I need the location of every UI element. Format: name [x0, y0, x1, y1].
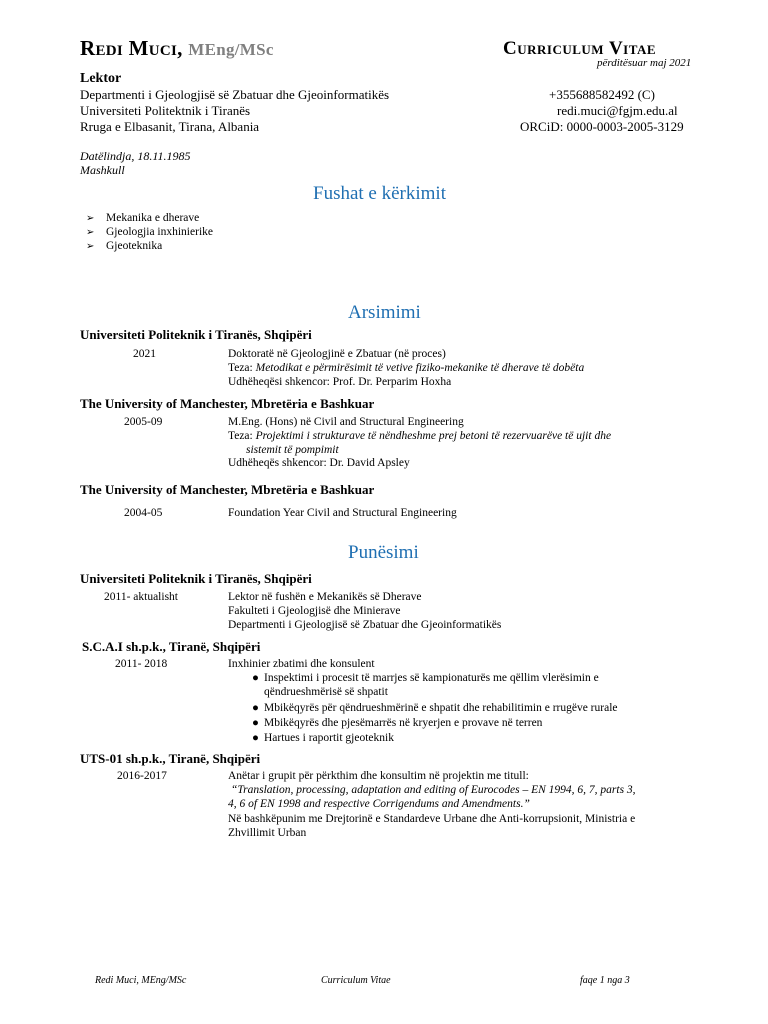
research-item: ➢ Gjeologjia inxhinierike [86, 226, 213, 238]
education-section-title: Arsimimi [348, 302, 421, 323]
employment-section-title: Punësimi [348, 542, 419, 563]
task-bullet: ● Hartues i raportit gjeoteknik [252, 732, 394, 744]
education-institution: The University of Manchester, Mbretëria e Bashkuar [80, 482, 375, 497]
bullet-dot-icon: ● [252, 672, 259, 684]
bullet-dot-icon: ● [252, 732, 259, 744]
owner-name-text: Redi Muci, [80, 36, 183, 60]
employment-years: 2011- 2018 [115, 658, 168, 670]
employment-role: Inxhinier zbatimi dhe konsulent [228, 658, 375, 670]
task-bullet: ● Mbikëqyrës për qëndrueshmërinë e shpatit dhe rehabilitimin e rrugëve rurale [252, 702, 618, 714]
cv-title: Curriculum Vitae [503, 38, 657, 59]
arrow-bullet-icon: ➢ [86, 241, 95, 252]
address-line-1: Departmenti i Gjeologjisë së Zbatuar dhe Gjeoinformatikës [80, 87, 390, 102]
bullet-dot-icon: ● [252, 717, 259, 729]
education-degree: M.Eng. (Hons) në Civil and Structural Engineering [228, 416, 464, 428]
research-section-title: Fushat e kërkimit [313, 183, 446, 204]
footer-author: Redi Muci, MEng/MSc [95, 975, 187, 986]
task-bullet: ● Inspektimi i procesit të marrjes së kampionaturës me qëllim vlerësimin e [252, 672, 599, 684]
employment-years: 2016-2017 [117, 770, 167, 782]
project-title-line-2: 4, 6 of EN 1998 and respective Corrigendums and Amendments.” [228, 798, 530, 810]
employer-name: UTS-01 sh.p.k., Tiranë, Shqipëri [80, 751, 261, 766]
address-line-2: Universiteti Politektnik i Tiranës [80, 103, 251, 118]
employer-name: Universiteti Politeknik i Tiranës, Shqipëri [80, 571, 312, 586]
orcid: ORCiD: 0000-0003-2005-3129 [520, 119, 684, 134]
education-degree: Doktoratë në Gjeologjinë e Zbatuar (në proces) [228, 348, 446, 360]
task-bullet-continued: qëndrueshmërisë së shpatit [264, 686, 388, 698]
employment-line: Fakulteti i Gjeologjisë dhe Minierave [228, 605, 401, 617]
employment-line: Lektor në fushën e Mekanikës së Dherave [228, 591, 422, 603]
collaboration-line-1: Në bashkëpunim me Drejtorinë e Standardeve Urbane dhe Anti-korrupsionit, Ministria e [228, 813, 636, 825]
education-degree: Foundation Year Civil and Structural Engineering [228, 507, 457, 519]
cv-owner-name [80, 36, 274, 61]
gender: Mashkull [80, 163, 125, 177]
research-item: ➢ Mekanika e dherave [86, 212, 200, 224]
education-thesis: Teza: Projektimi i strukturave të nëndheshme prej betoni të rezervuarëve të ujit dhe [228, 430, 612, 442]
task-bullet: ● Mbikëqyrës dhe pjesëmarrës në kryerjen e provave në terren [252, 717, 543, 729]
employment-line: Departmenti i Gjeologjisë së Zbatuar dhe Gjeoinformatikës [228, 619, 502, 631]
email-link[interactable]: redi.muci@fgjm.edu.al [557, 103, 678, 118]
address-line-3: Rruga e Elbasanit, Tirana, Albania [80, 119, 260, 134]
employment-years: 2011- aktualisht [104, 591, 178, 603]
owner-degree: MEng/MSc [188, 40, 274, 59]
arrow-bullet-icon: ➢ [86, 213, 95, 224]
education-supervisor: Udhëheqës shkencor: Dr. David Apsley [228, 457, 410, 469]
arrow-bullet-icon: ➢ [86, 227, 95, 238]
project-title-line-1: “Translation, processing, adaptation and editing of Eurocodes – EN 1994, 6, 7, parts 3, [231, 784, 636, 796]
education-supervisor: Udhëheqësi shkencor: Prof. Dr. Perparim Hoxha [228, 376, 452, 388]
footer-page-number: faqe 1 nga 3 [580, 975, 630, 986]
employment-role: Anëtar i grupit për përkthim dhe konsultim në projektin me titull: [228, 770, 529, 782]
education-thesis: Teza: Metodikat e përmirësimit të vetive fiziko-mekanike të dherave të dobëta [228, 362, 585, 374]
education-institution: Universiteti Politeknik i Tiranës, Shqipëri [80, 327, 312, 342]
updated-date: përditësuar maj 2021 [597, 57, 692, 69]
role-title: Lektor [80, 71, 122, 86]
education-year: 2004-05 [124, 507, 163, 519]
education-institution: The University of Manchester, Mbretëria e Bashkuar [80, 396, 375, 411]
education-year: 2021 [133, 348, 156, 360]
phone: +355688582492 (C) [549, 87, 655, 102]
birth-date: Datëlindja, 18.11.1985 [80, 149, 191, 163]
employer-name: S.C.A.I sh.p.k., Tiranë, Shqipëri [82, 639, 261, 654]
education-thesis-continued: sistemit të pompimit [246, 444, 339, 456]
footer-title: Curriculum Vitae [321, 975, 391, 986]
research-item: ➢ Gjeoteknika [86, 240, 163, 252]
education-year: 2005-09 [124, 416, 163, 428]
collaboration-line-2: Zhvillimit Urban [228, 827, 307, 839]
bullet-dot-icon: ● [252, 702, 259, 714]
